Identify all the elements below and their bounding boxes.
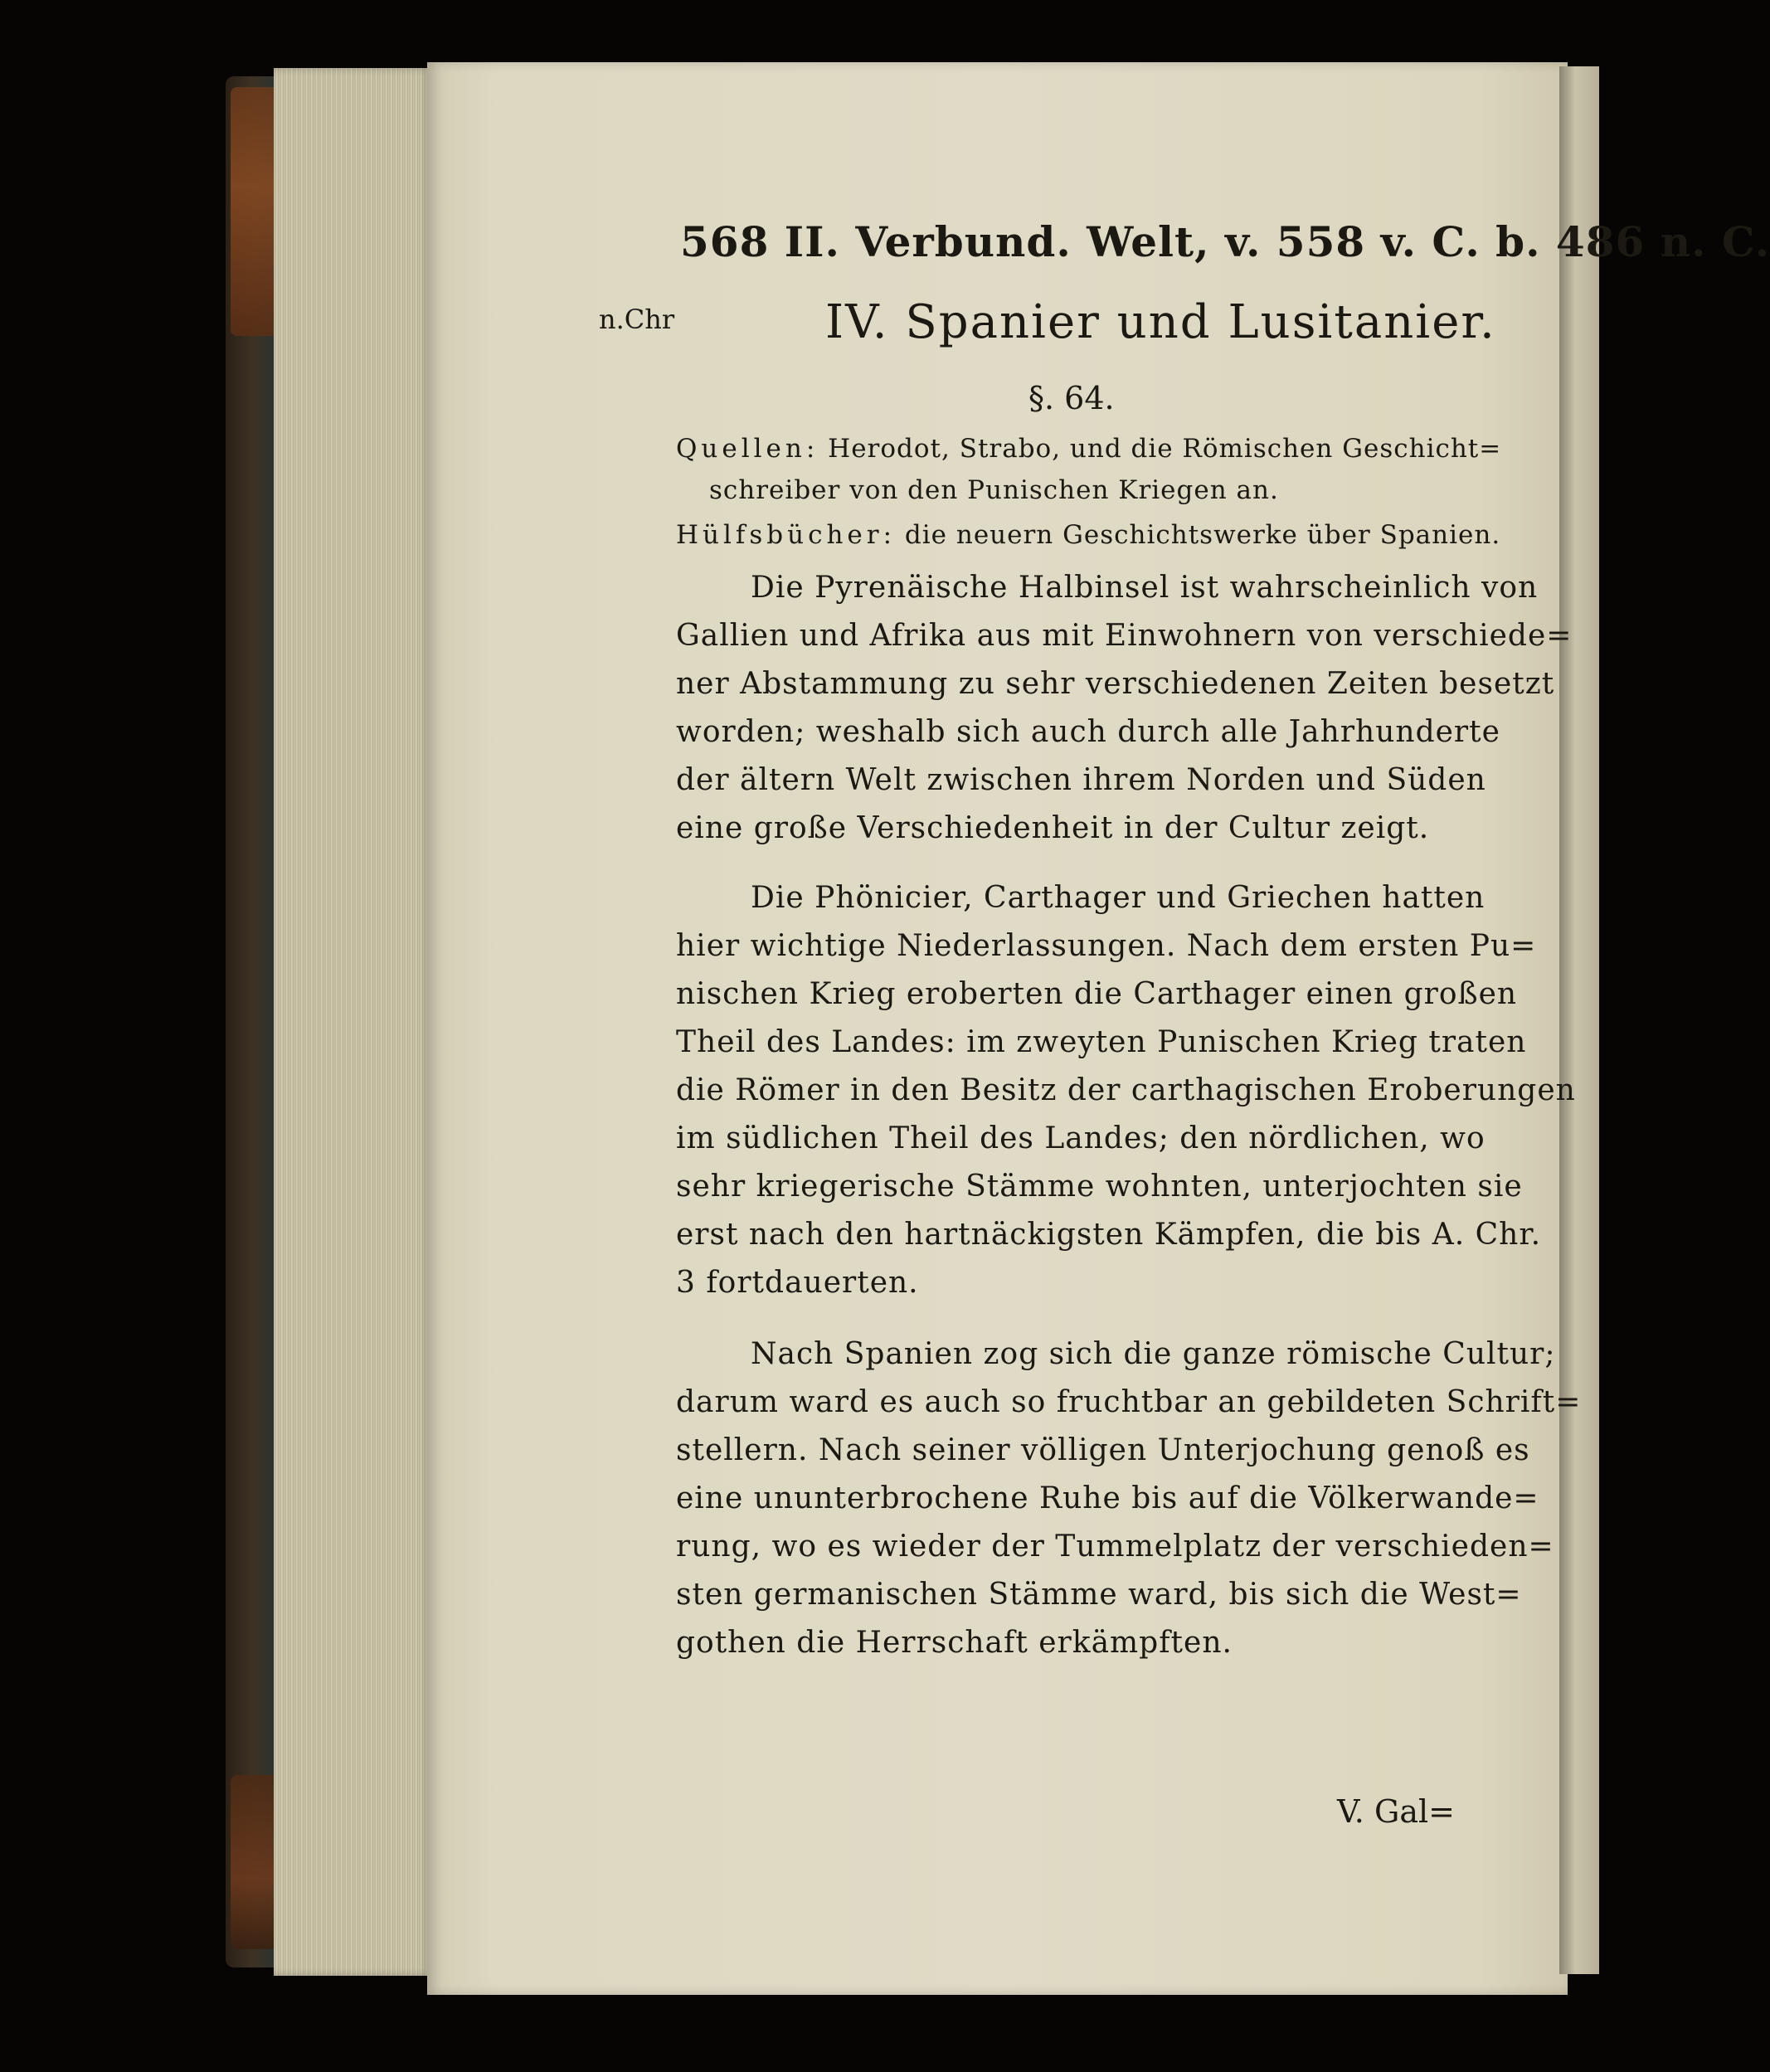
body-line: gothen die Herrschaft erkämpften.: [676, 1626, 1233, 1660]
body-line: Die Pyrenäische Halbinsel ist wahrscheinlich von: [751, 571, 1539, 605]
margin-note: n.Chr: [599, 304, 675, 335]
body-line: Theil des Landes: im zweyten Punischen Krieg traten: [676, 1025, 1527, 1059]
leather-corner-bottom: [231, 1775, 280, 1949]
aids-text: die neuern Geschichtswerke über Spanien.: [904, 520, 1501, 550]
body-line: eine große Verschiedenheit in der Cultur zeigt.: [676, 811, 1430, 845]
body-line: sehr kriegerische Stämme wohnten, unterjochten sie: [676, 1170, 1523, 1204]
aids-label: Hülfsbücher:: [676, 520, 897, 550]
paragraph-mark: §. 64.: [1028, 380, 1115, 416]
body-line: rung, wo es wieder der Tummelplatz der verschieden=: [676, 1530, 1554, 1564]
body-line: der ältern Welt zwischen ihrem Norden und Süden: [676, 763, 1486, 797]
body-line: darum ward es auch so fruchtbar an gebildeten Schrift=: [676, 1385, 1582, 1419]
body-line: worden; weshalb sich auch durch alle Jahrhunderte: [676, 715, 1500, 749]
sources-text-1: Herodot, Strabo, und die Römischen Geschicht=: [828, 434, 1502, 464]
sources-line-1: [676, 434, 1501, 464]
running-header: 568 II. Verbund. Welt, v. 558 v. C. b. 486 n. C.: [680, 217, 1770, 266]
body-line: die Römer in den Besitz der carthagischen Eroberungen: [676, 1073, 1576, 1107]
sources-label: Quellen:: [676, 434, 819, 464]
body-line: hier wichtige Niederlassungen. Nach dem ersten Pu=: [676, 929, 1537, 963]
aids-line: [676, 520, 1500, 550]
section-title: IV. Spanier und Lusitanier.: [825, 295, 1496, 349]
catchword: V. Gal=: [1337, 1793, 1455, 1830]
body-line: Die Phönicier, Carthager und Griechen hatten: [751, 881, 1486, 915]
sources-line-2: schreiber von den Punischen Kriegen an.: [709, 475, 1279, 505]
page-edges: [274, 68, 431, 1976]
body-line: Nach Spanien zog sich die ganze römische Cultur;: [751, 1337, 1556, 1371]
body-line: stellern. Nach seiner völligen Unterjochung genoß es: [676, 1433, 1530, 1467]
body-line: im südlichen Theil des Landes; den nördlichen, wo: [676, 1121, 1486, 1155]
body-line: ner Abstammung zu sehr verschiedenen Zeiten besetzt: [676, 667, 1555, 701]
body-line: Gallien und Afrika aus mit Einwohnern von verschiede=: [676, 619, 1573, 653]
body-line: erst nach den hartnäckigsten Kämpfen, die bis A. Chr.: [676, 1218, 1542, 1252]
body-line: 3 fortdauerten.: [676, 1266, 919, 1300]
body-line: eine ununterbrochene Ruhe bis auf die Völkerwande=: [676, 1481, 1539, 1515]
body-line: sten germanischen Stämme ward, bis sich die West=: [676, 1578, 1522, 1612]
facing-page-edge: [1559, 66, 1599, 1974]
body-line: nischen Krieg eroberten die Carthager einen großen: [676, 977, 1518, 1011]
